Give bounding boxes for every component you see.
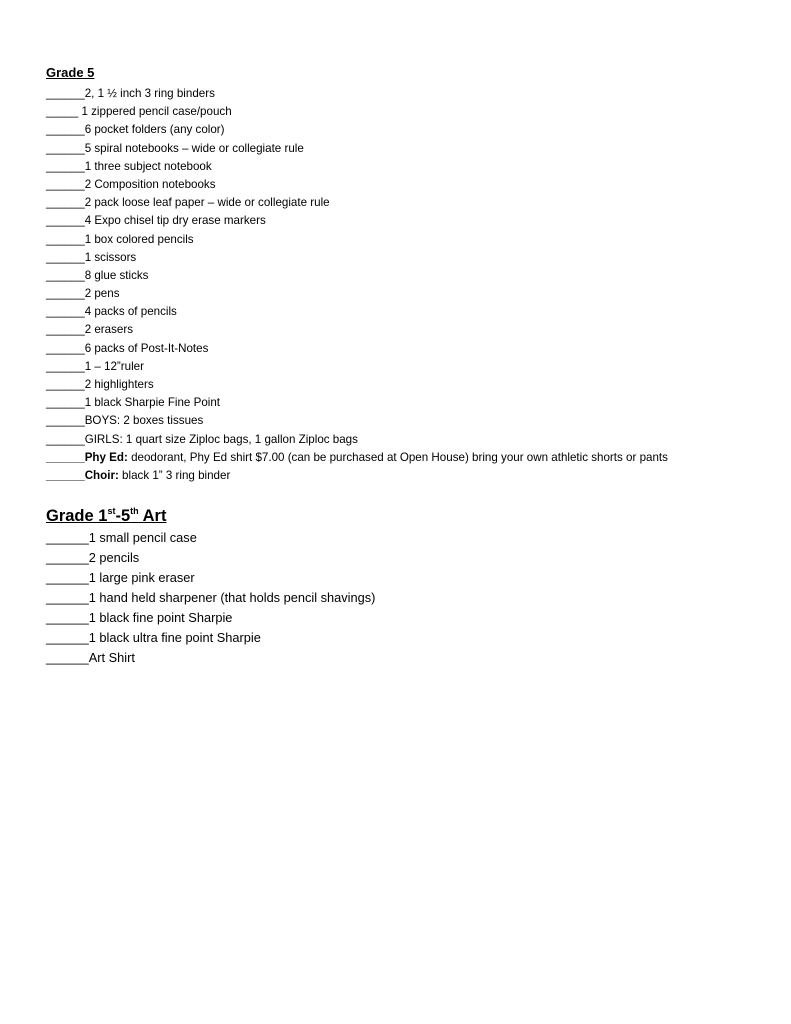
checkbox-blank: ______	[46, 214, 85, 228]
checkbox-blank: ______	[46, 610, 89, 625]
checkbox-blank: ______	[46, 232, 85, 246]
checkbox-blank: ______	[46, 141, 85, 155]
item-text: 4 packs of pencils	[84, 305, 177, 319]
checkbox-blank: ______	[46, 468, 85, 482]
list-item	[46, 85, 668, 103]
checkbox-blank: ______	[46, 287, 85, 301]
list-item	[46, 103, 668, 121]
item-category-label: Choir:	[84, 468, 119, 482]
checkbox-blank: ______	[46, 323, 85, 337]
list-item	[46, 608, 375, 628]
checkbox-blank: ______	[46, 530, 89, 545]
checkbox-blank: ______	[46, 341, 85, 355]
item-text: 4 Expo chisel tip dry erase markers	[84, 214, 266, 228]
item-text: 6 pocket folders (any color)	[84, 123, 225, 137]
item-text: 1 – 12”ruler	[84, 359, 144, 373]
list-item	[46, 212, 668, 230]
list-item	[46, 467, 668, 485]
checkbox-blank: ______	[46, 123, 85, 137]
list-item	[46, 158, 668, 176]
list-item	[46, 628, 375, 648]
item-text: 1 zippered pencil case/pouch	[78, 105, 232, 119]
list-item	[46, 321, 668, 339]
art-heading-superscript: th	[130, 506, 139, 516]
list-item	[46, 249, 668, 267]
item-text: 1 box colored pencils	[84, 232, 194, 246]
list-item	[46, 376, 668, 394]
grade5-supply-list	[46, 85, 668, 485]
art-supply-list	[46, 528, 375, 668]
item-text: GIRLS: 1 quart size Ziploc bags, 1 gallon Ziploc bags	[84, 432, 358, 446]
list-item	[46, 394, 668, 412]
checkbox-blank: ______	[46, 396, 85, 410]
list-item	[46, 231, 668, 249]
checkbox-blank: ______	[46, 590, 89, 605]
list-item	[46, 358, 668, 376]
item-text: 1 three subject notebook	[84, 159, 212, 173]
item-text: 1 black Sharpie Fine Point	[84, 396, 221, 410]
checkbox-blank: ______	[46, 87, 85, 100]
checkbox-blank: ______	[46, 196, 85, 210]
item-text: 5 spiral notebooks – wide or collegiate rule	[84, 141, 304, 155]
art-heading-part: Art	[138, 507, 167, 525]
item-text: 1 scissors	[84, 250, 137, 264]
item-text: 2, 1 ½ inch 3 ring binders	[84, 87, 215, 100]
checkbox-blank: ______	[46, 305, 85, 319]
art-heading-part: Grade 1	[46, 507, 108, 525]
item-text: BOYS: 2 boxes tissues	[84, 414, 204, 428]
checkbox-blank: ______	[46, 414, 85, 428]
list-item	[46, 176, 668, 194]
checkbox-blank: ______	[46, 359, 85, 373]
art-heading-part: -5	[115, 507, 131, 525]
item-text: 2 erasers	[84, 323, 134, 337]
item-text: 2 pens	[84, 287, 120, 301]
checkbox-blank: ______	[46, 630, 89, 645]
checkbox-blank: ______	[46, 450, 85, 464]
item-text: 1 black ultra fine point Sharpie	[88, 630, 261, 645]
item-text: 8 glue sticks	[84, 268, 149, 282]
list-item	[46, 431, 668, 449]
list-item	[46, 412, 668, 430]
list-item	[46, 449, 668, 467]
checkbox-blank: ______	[46, 177, 85, 191]
grade5-heading: Grade 5	[46, 65, 95, 80]
checkbox-blank: ______	[46, 650, 89, 665]
checkbox-blank: ______	[46, 268, 85, 282]
list-item	[46, 140, 668, 158]
checkbox-blank: ______	[46, 250, 85, 264]
list-item	[46, 303, 668, 321]
item-text: 2 pack loose leaf paper – wide or collegiate rule	[84, 196, 330, 210]
checkbox-blank: ______	[46, 550, 89, 565]
checkbox-blank: ______	[46, 378, 85, 391]
item-text: 1 black fine point Sharpie	[88, 610, 233, 625]
item-text: Art Shirt	[88, 650, 135, 665]
item-text: 2 highlighters	[84, 378, 154, 391]
list-item	[46, 267, 668, 285]
checkbox-blank: _____	[46, 105, 79, 119]
list-item	[46, 568, 375, 588]
item-text: black 1” 3 ring binder	[118, 468, 231, 482]
item-text: 2 pencils	[88, 550, 140, 565]
item-category-label: Phy Ed:	[84, 450, 128, 464]
list-item	[46, 121, 668, 139]
list-item	[46, 588, 375, 608]
checkbox-blank: ______	[46, 159, 85, 173]
list-item	[46, 548, 375, 568]
item-text: 1 small pencil case	[88, 530, 197, 545]
item-text: deodorant, Phy Ed shirt $7.00 (can be purchased at Open House) bring your own athletic shorts or pants	[127, 450, 668, 464]
list-item	[46, 528, 375, 548]
item-text: 1 large pink eraser	[88, 570, 195, 585]
art-heading	[46, 505, 166, 527]
checkbox-blank: ______	[46, 432, 85, 446]
list-item	[46, 648, 375, 668]
art-heading-superscript: st	[107, 506, 116, 516]
list-item	[46, 340, 668, 358]
item-text: 1 hand held sharpener (that holds pencil shavings)	[88, 590, 376, 605]
item-text: 2 Composition notebooks	[84, 177, 216, 191]
list-item	[46, 285, 668, 303]
list-item	[46, 194, 668, 212]
item-text: 6 packs of Post-It-Notes	[84, 341, 209, 355]
checkbox-blank: ______	[46, 570, 89, 585]
